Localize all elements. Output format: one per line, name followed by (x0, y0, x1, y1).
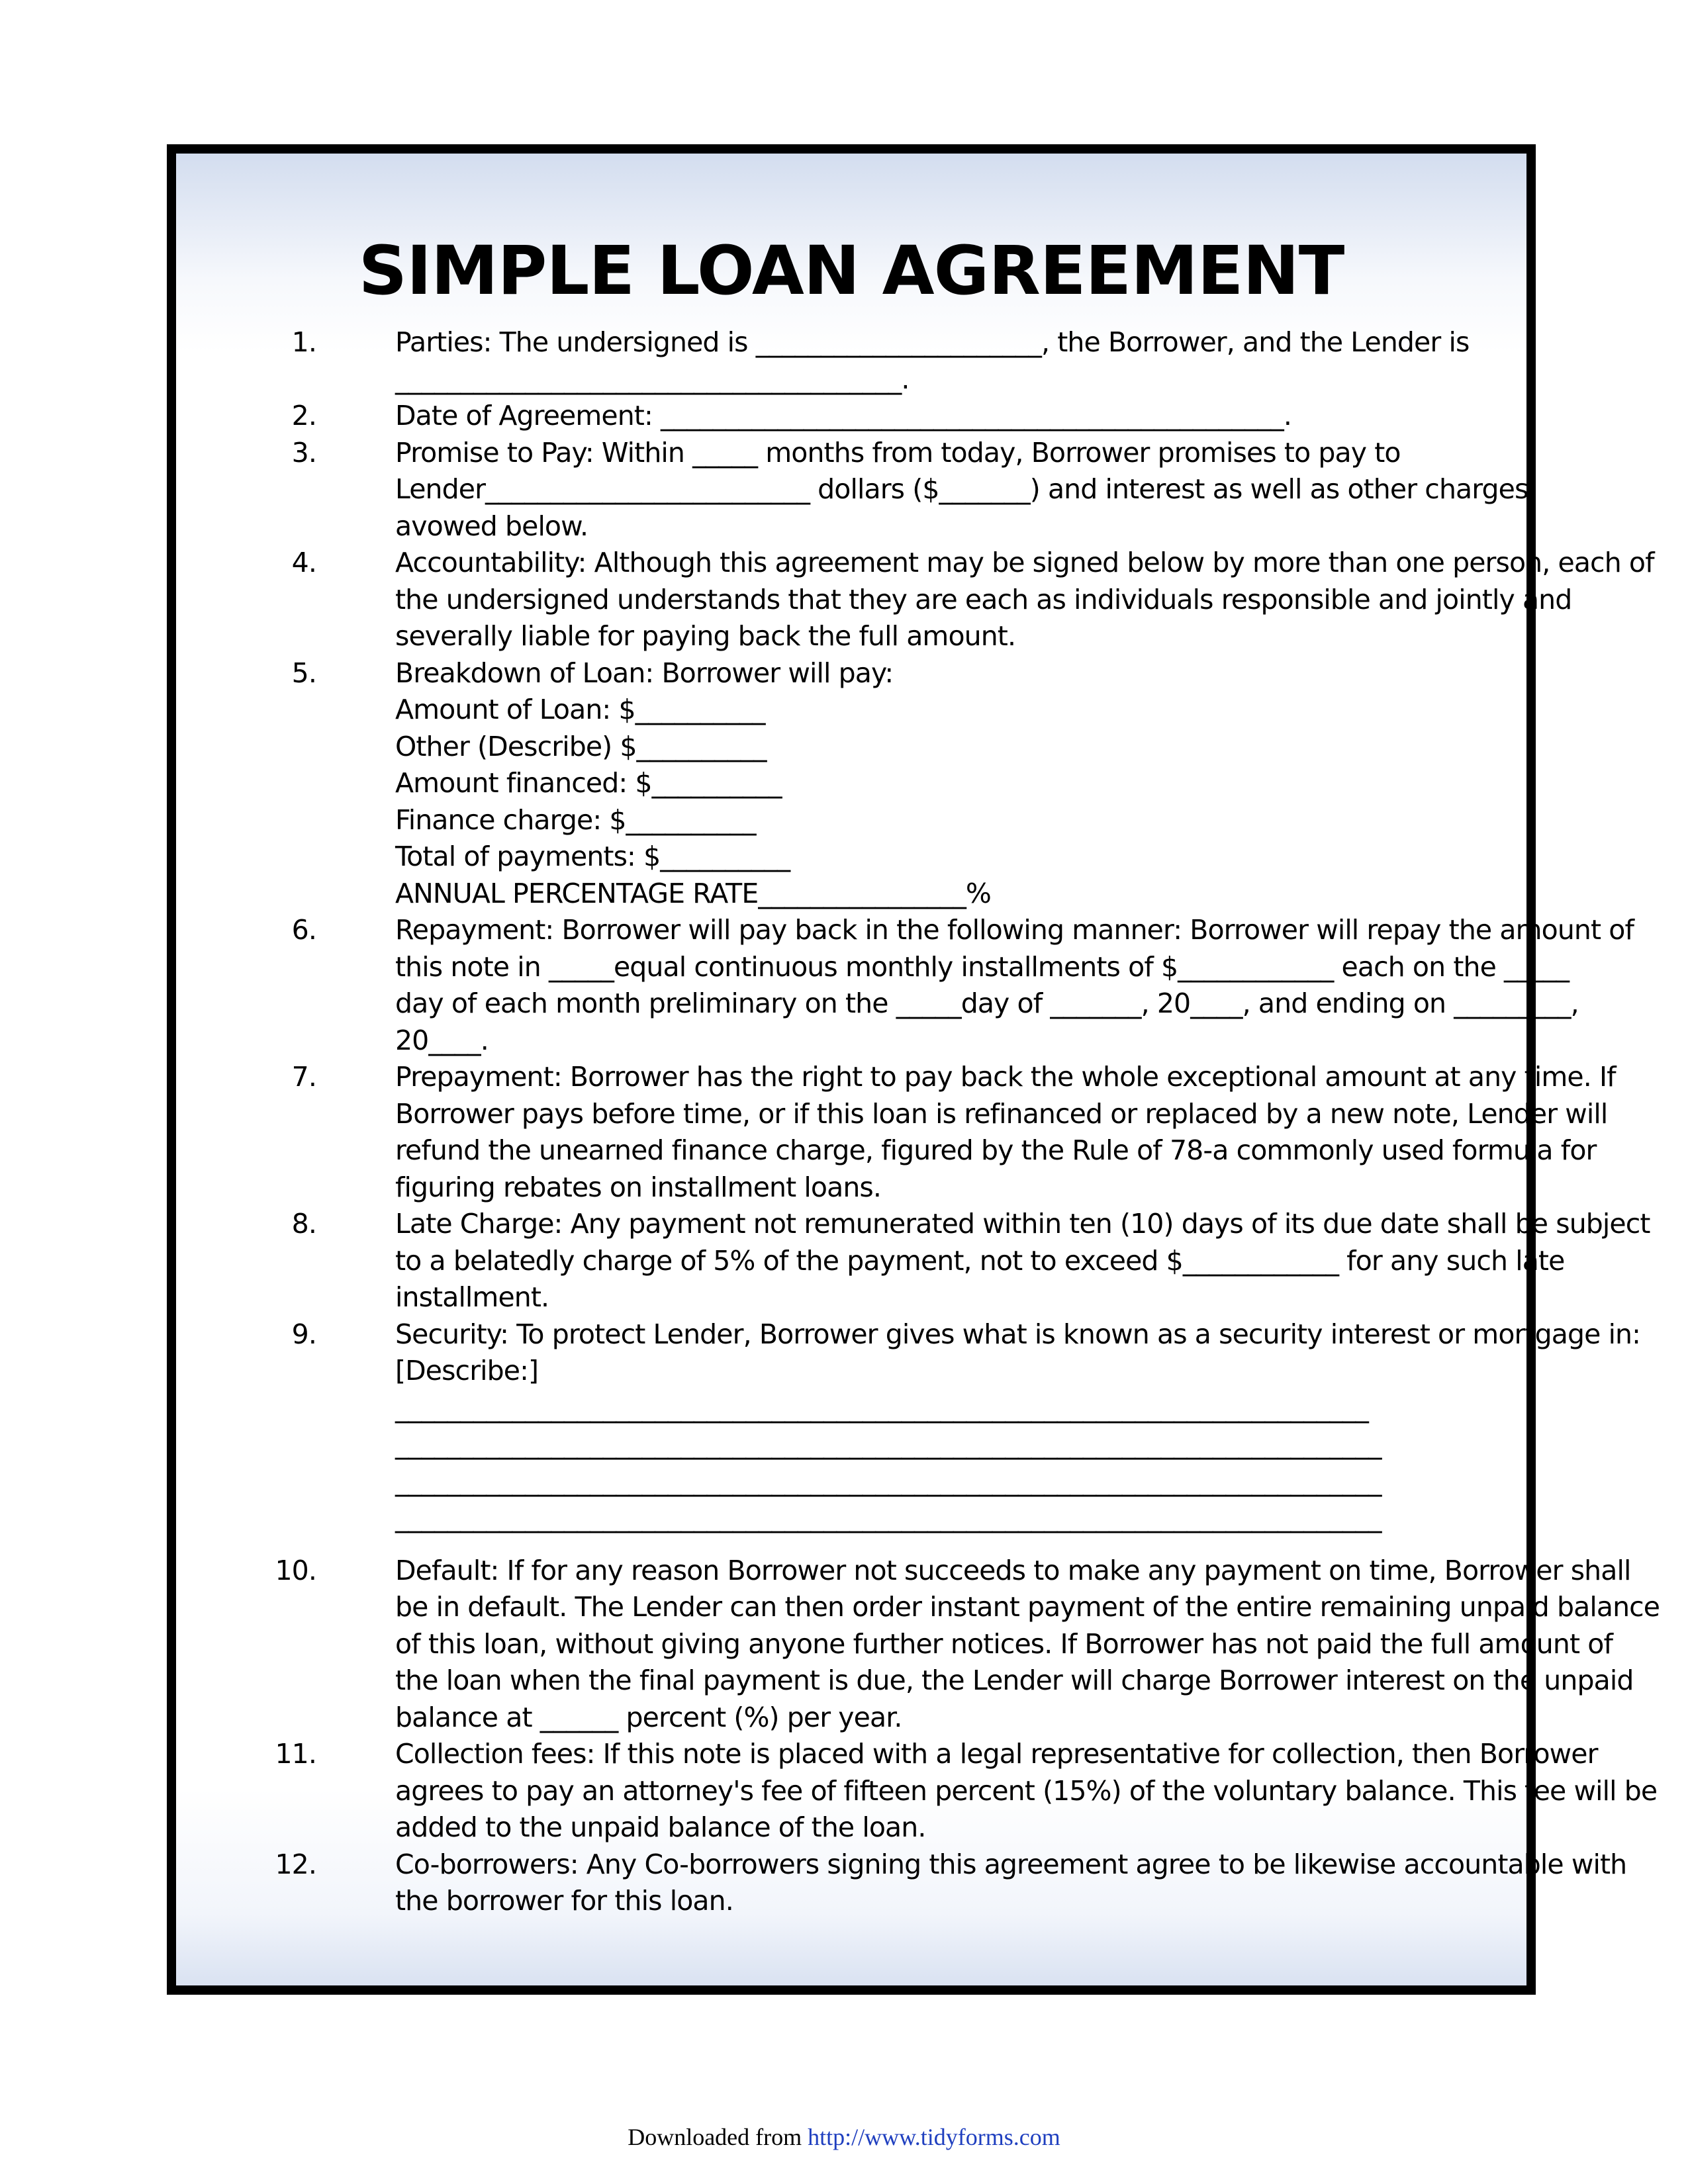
clause-4 (259, 545, 1654, 655)
clause-line: 20____. (395, 1024, 489, 1056)
clause-line: Default: If for any reason Borrower not succeeds to make any payment on time, Borrower shall (395, 1554, 1631, 1586)
clause-line: avowed below. (395, 510, 588, 542)
clause-12 (259, 1846, 1627, 1920)
clause-line: Repayment: Borrower will pay back in the following manner: Borrower will repay the amount of (395, 914, 1634, 946)
clause-7 (259, 1059, 1616, 1206)
clause-line: Lender_________________________ dollars ($_______) and interest as well as other charges (395, 473, 1528, 505)
clause-line: this note in _____equal continuous monthly installments of $____________ each on the _____ (395, 950, 1570, 983)
clause-number: 5. (291, 657, 316, 689)
clause-line: the loan when the final payment is due, the Lender will charge Borrower interest on the unpaid (395, 1664, 1634, 1696)
clause-line: ANNUAL PERCENTAGE RATE________________% (395, 877, 991, 909)
clause-line: Total of payments: $__________ (395, 841, 790, 872)
clause-number: 6. (291, 914, 316, 946)
clause-line: ____________________________________________________________________________ (395, 1465, 1382, 1497)
document-title: SIMPLE LOAN AGREEMENT (358, 232, 1344, 310)
clause-line: of this loan, without giving anyone further notices. If Borrower has not paid the full amount of (395, 1627, 1613, 1660)
clause-5 (259, 655, 1504, 913)
clause-number: 2. (291, 400, 316, 432)
clause-line: Other (Describe) $__________ (395, 730, 767, 762)
clause-line: [Describe:] (395, 1355, 539, 1387)
footer-link[interactable]: http://www.tidyforms.com (808, 2124, 1060, 2150)
clause-line: to a belatedly charge of 5% of the payment, not to exceed $____________ for any such late (395, 1244, 1565, 1277)
clause-line: Prepayment: Borrower has the right to pay back the whole exceptional amount at any time. If (395, 1061, 1616, 1093)
clause-line: Collection fees: If this note is placed with a legal representative for collection, then Borrower (395, 1738, 1598, 1770)
clause-line: Finance charge: $__________ (395, 803, 756, 836)
download-footer (0, 2123, 1688, 2151)
clause-number: 11. (275, 1738, 316, 1770)
clause-11 (259, 1736, 1658, 1846)
clause-line: Accountability: Although this agreement may be signed below by more than one person, each of (395, 547, 1654, 578)
clause-line: be in default. The Lender can then order instant payment of the entire remaining unpaid balance (395, 1591, 1660, 1623)
clause-line: Late Charge: Any payment not remunerated within ten (10) days of its due date shall be subject (395, 1208, 1650, 1240)
clause-number: 9. (291, 1318, 316, 1350)
clause-line: ___________________________________________________________________________ (395, 1391, 1369, 1424)
clause-line: day of each month preliminary on the _____day of _______, 20____, and ending on _________, (395, 987, 1579, 1019)
clause-1 (259, 324, 1504, 398)
clause-10 (259, 1553, 1660, 1737)
clause-line: Breakdown of Loan: Borrower will pay: (395, 657, 894, 689)
clause-line: Parties: The undersigned is ______________________, the Borrower, and the Lender is (395, 326, 1470, 358)
clause-number: 7. (291, 1061, 316, 1093)
clause-number: 1. (291, 326, 316, 358)
clause-line: Promise to Pay: Within _____ months from today, Borrower promises to pay to (395, 436, 1401, 469)
clause-6 (259, 912, 1634, 1059)
clause-list (259, 324, 1660, 1920)
clause-3 (259, 435, 1528, 545)
clause-line: Amount of Loan: $__________ (395, 694, 765, 725)
clause-line: ____________________________________________________________________________ (395, 1428, 1382, 1460)
clause-line: installment. (395, 1281, 549, 1313)
clause-line: _______________________________________. (395, 363, 910, 395)
clause-line: figuring rebates on installment loans. (395, 1171, 882, 1203)
clause-line: Date of Agreement: ________________________________________________. (395, 400, 1291, 432)
clause-number: 10. (275, 1554, 316, 1586)
clause-line: balance at ______ percent (%) per year. (395, 1701, 902, 1733)
clause-line: agrees to pay an attorney's fee of fifteen percent (15%) of the voluntary balance. This fee will be (395, 1774, 1658, 1807)
spacer (395, 1537, 1504, 1553)
clause-number: 8. (291, 1208, 316, 1240)
footer-prefix: Downloaded from (628, 2124, 808, 2150)
clause-line: Borrower pays before time, or if this loan is refinanced or replaced by a new note, Lender will (395, 1097, 1608, 1130)
clause-line: ____________________________________________________________________________ (395, 1502, 1382, 1533)
clause-8 (259, 1206, 1650, 1316)
document-frame (167, 144, 1660, 1995)
clause-line: Amount financed: $__________ (395, 767, 782, 799)
clause-line: the undersigned understands that they are each as individuals responsible and jointly and (395, 583, 1572, 615)
clause-number: 4. (291, 547, 316, 578)
clause-line: Security: To protect Lender, Borrower gives what is known as a security interest or mortgage in: (395, 1318, 1641, 1350)
clause-line: severally liable for paying back the full amount. (395, 620, 1016, 652)
clause-2 (259, 398, 1504, 435)
clause-number: 3. (291, 436, 316, 469)
clause-line: added to the unpaid balance of the loan. (395, 1811, 926, 1843)
clause-number: 12. (275, 1848, 316, 1880)
clause-line: Co-borrowers: Any Co-borrowers signing this agreement agree to be likewise accountable with (395, 1848, 1627, 1880)
clause-line: refund the unearned finance charge, figured by the Rule of 78-a commonly used formula for (395, 1134, 1597, 1166)
clause-9 (259, 1316, 1641, 1553)
clause-line: the borrower for this loan. (395, 1885, 733, 1917)
